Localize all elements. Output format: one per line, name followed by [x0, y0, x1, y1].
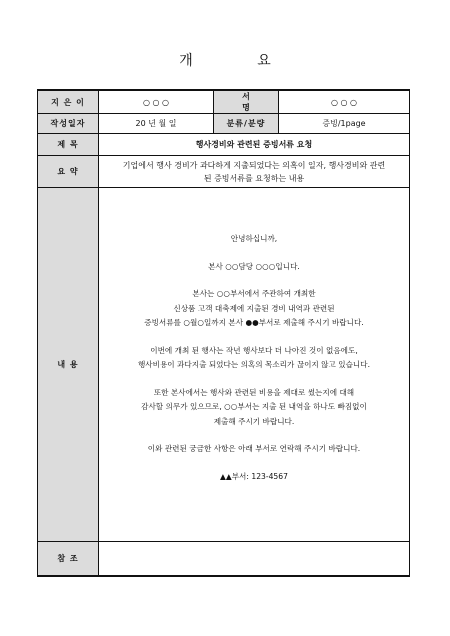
content-row	[38, 188, 410, 542]
content-line: 신상품 고객 대축제에 지출된 경비 내역과 관련된	[173, 303, 335, 313]
content-line: 제출해 주시기 바랍니다.	[213, 416, 295, 426]
date-label: 작성일자	[38, 114, 99, 134]
sender-value[interactable]: ○ ○ ○	[99, 90, 214, 114]
date-row	[38, 114, 410, 134]
content-line: 또한 본사에서는 행사와 관련된 비용을 제대로 썼는지에 대해	[153, 387, 355, 397]
content-paragraph	[103, 386, 405, 430]
summary-value[interactable]	[99, 156, 410, 188]
content-body[interactable]	[99, 188, 410, 542]
contact-line: ▲▲부서: 123-4567	[220, 471, 288, 481]
content-line: 이와 관련된 궁금한 사항은 아래 부서로 연락해 주시기 바랍니다.	[147, 444, 361, 453]
category-value[interactable]: 증빙/1page	[279, 114, 410, 134]
summary-line: 기업에서 행사 경비가 과다하게 지출되었다는 의혹이 일자, 행사경비와 관련	[122, 160, 386, 170]
document-form	[37, 89, 410, 577]
subject-label: 제 목	[38, 134, 99, 156]
content-paragraph	[103, 470, 405, 485]
content-line: 감사할 의무가 있으므로, ○○부서는 지출 된 내역을 하나도 빠짐없이	[141, 402, 367, 411]
content-label: 내 용	[38, 188, 99, 542]
signature-label: 서 명	[214, 90, 279, 114]
content-line: 본사는 ○○부서에서 주관하여 개최한	[192, 289, 316, 298]
category-label: 분류/분량	[214, 114, 279, 134]
content-line: 안녕하십니까,	[230, 234, 278, 243]
content-line: 행사비용이 과다지출 되었다는 의혹의 목소리가 끊이지 않고 있습니다.	[137, 360, 371, 369]
summary-line: 된 증빙서류를 요청하는 내용	[203, 173, 305, 183]
sender-label: 지 은 이	[38, 90, 99, 114]
summary-label: 요 약	[38, 156, 99, 188]
content-line: 이번에 개최 된 행사는 작년 행사보다 더 나아진 것이 없음에도,	[150, 345, 358, 355]
content-paragraph	[103, 287, 405, 331]
reference-row	[38, 542, 410, 576]
author-row	[38, 90, 410, 114]
reference-label: 참 조	[38, 542, 99, 576]
subject-value[interactable]: 행사경비와 관련된 증빙서류 요청	[99, 134, 410, 156]
reference-value[interactable]	[99, 542, 410, 576]
signature-value[interactable]: ○ ○ ○	[279, 90, 410, 114]
content-paragraph	[103, 344, 405, 373]
subject-row	[38, 134, 410, 156]
content-paragraph	[103, 442, 405, 457]
date-value[interactable]: 20 년 월 일	[99, 114, 214, 134]
content-line: 본사 ○○담당 ○○○입니다.	[208, 261, 300, 271]
content-paragraph	[103, 232, 405, 247]
content-line: 증빙서류를 ○월○일까지 본사 ●●부서로 제출해 주시기 바랍니다.	[144, 318, 364, 327]
summary-row	[38, 156, 410, 188]
content-paragraph	[103, 260, 405, 275]
document-title: 개 요	[179, 53, 301, 69]
